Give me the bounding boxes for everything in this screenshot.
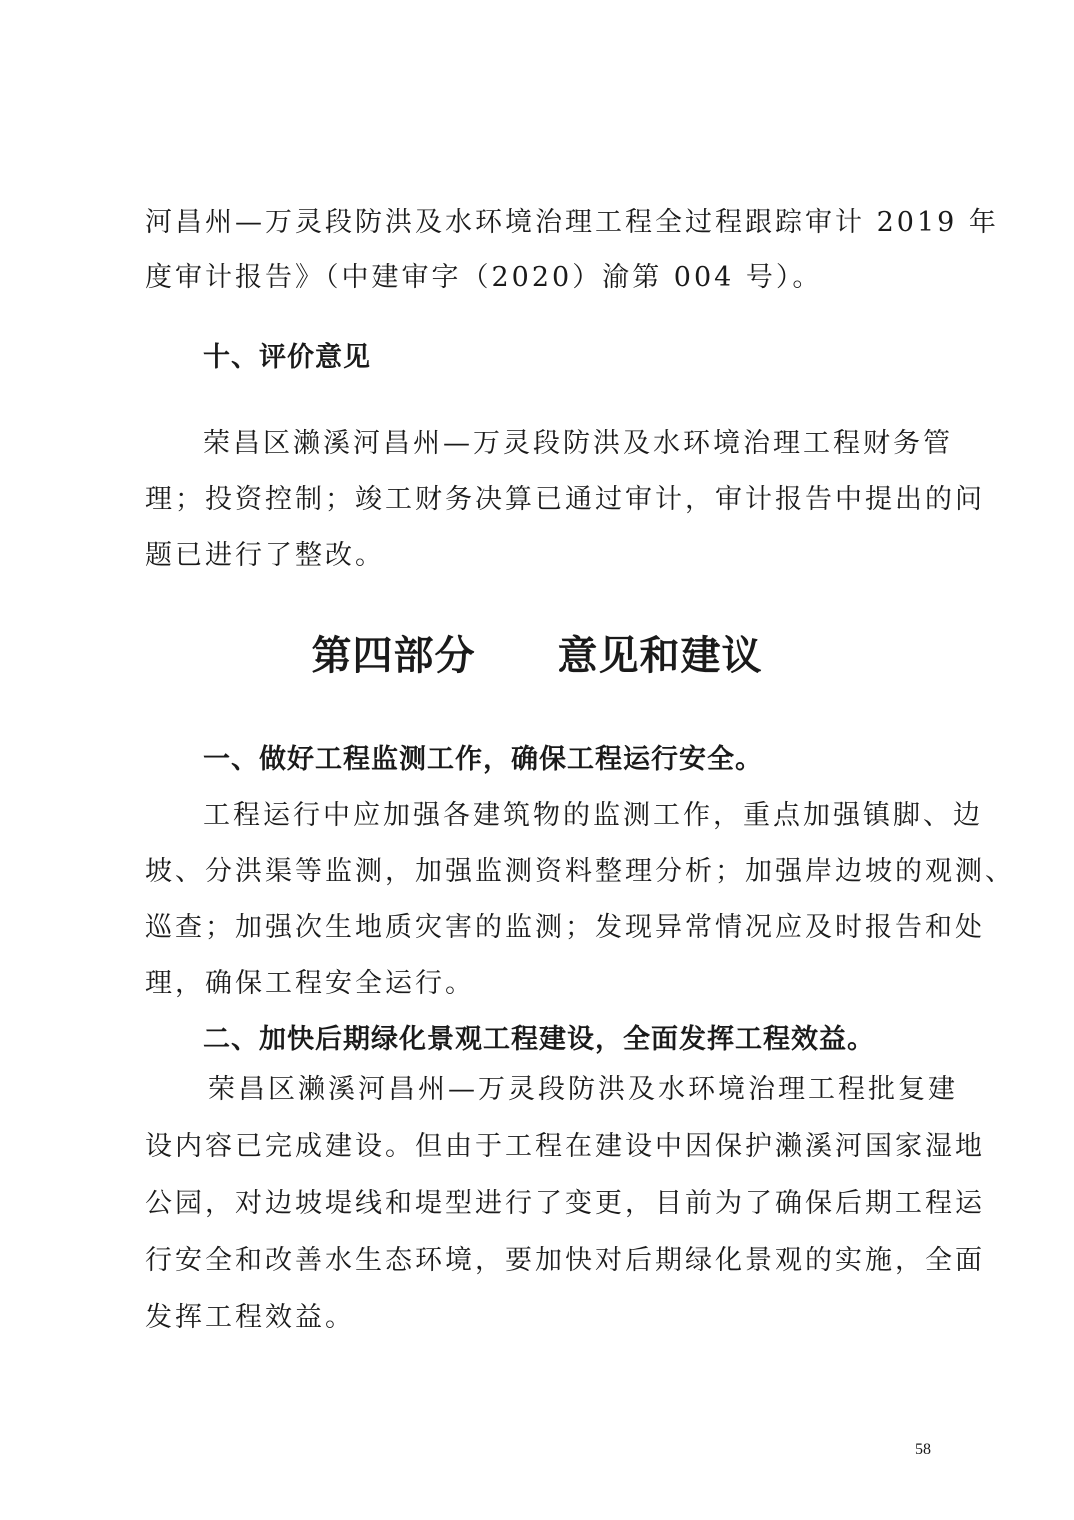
section-heading-evaluation: 十、评价意见 <box>203 342 371 373</box>
suggestion2-line-2: 设内容已完成建设。但由于工程在建设中因保护濑溪河国家湿地 <box>145 1131 985 1162</box>
suggestion-heading-2: 二、加快后期绿化景观工程建设，全面发挥工程效益。 <box>203 1024 875 1055</box>
evaluation-line-1: 荣昌区濑溪河昌州—万灵段防洪及水环境治理工程财务管 <box>203 428 953 459</box>
intro-line-2: 度审计报告》（中建审字（2020）渝第 004 号）。 <box>145 262 823 293</box>
evaluation-line-2: 理；投资控制；竣工财务决算已通过审计，审计报告中提出的问 <box>145 484 985 515</box>
page-number: 58 <box>915 1441 931 1458</box>
suggestion1-line-2: 坡、分洪渠等监测，加强监测资料整理分析；加强岸边坡的观测、 <box>145 856 1015 887</box>
suggestion1-line-3: 巡查；加强次生地质灾害的监测；发现异常情况应及时报告和处 <box>145 912 985 943</box>
intro-line-1: 河昌州—万灵段防洪及水环境治理工程全过程跟踪审计 2019 年 <box>145 207 999 238</box>
suggestion2-line-4: 行安全和改善水生态环境，要加快对后期绿化景观的实施，全面 <box>145 1245 985 1276</box>
suggestion2-line-3: 公园，对边坡堤线和堤型进行了变更，目前为了确保后期工程运 <box>145 1188 985 1219</box>
suggestion1-line-1: 工程运行中应加强各建筑物的监测工作，重点加强镇脚、边 <box>203 800 983 831</box>
evaluation-line-3: 题已进行了整改。 <box>145 540 385 571</box>
suggestion1-line-4: 理，确保工程安全运行。 <box>145 968 475 999</box>
suggestion-heading-1: 一、做好工程监测工作，确保工程运行安全。 <box>203 744 763 775</box>
suggestion2-line-1: 荣昌区濑溪河昌州—万灵段防洪及水环境治理工程批复建 <box>208 1074 958 1105</box>
suggestion2-line-5: 发挥工程效益。 <box>145 1302 355 1333</box>
part-title: 第四部分 意见和建议 <box>311 633 763 679</box>
